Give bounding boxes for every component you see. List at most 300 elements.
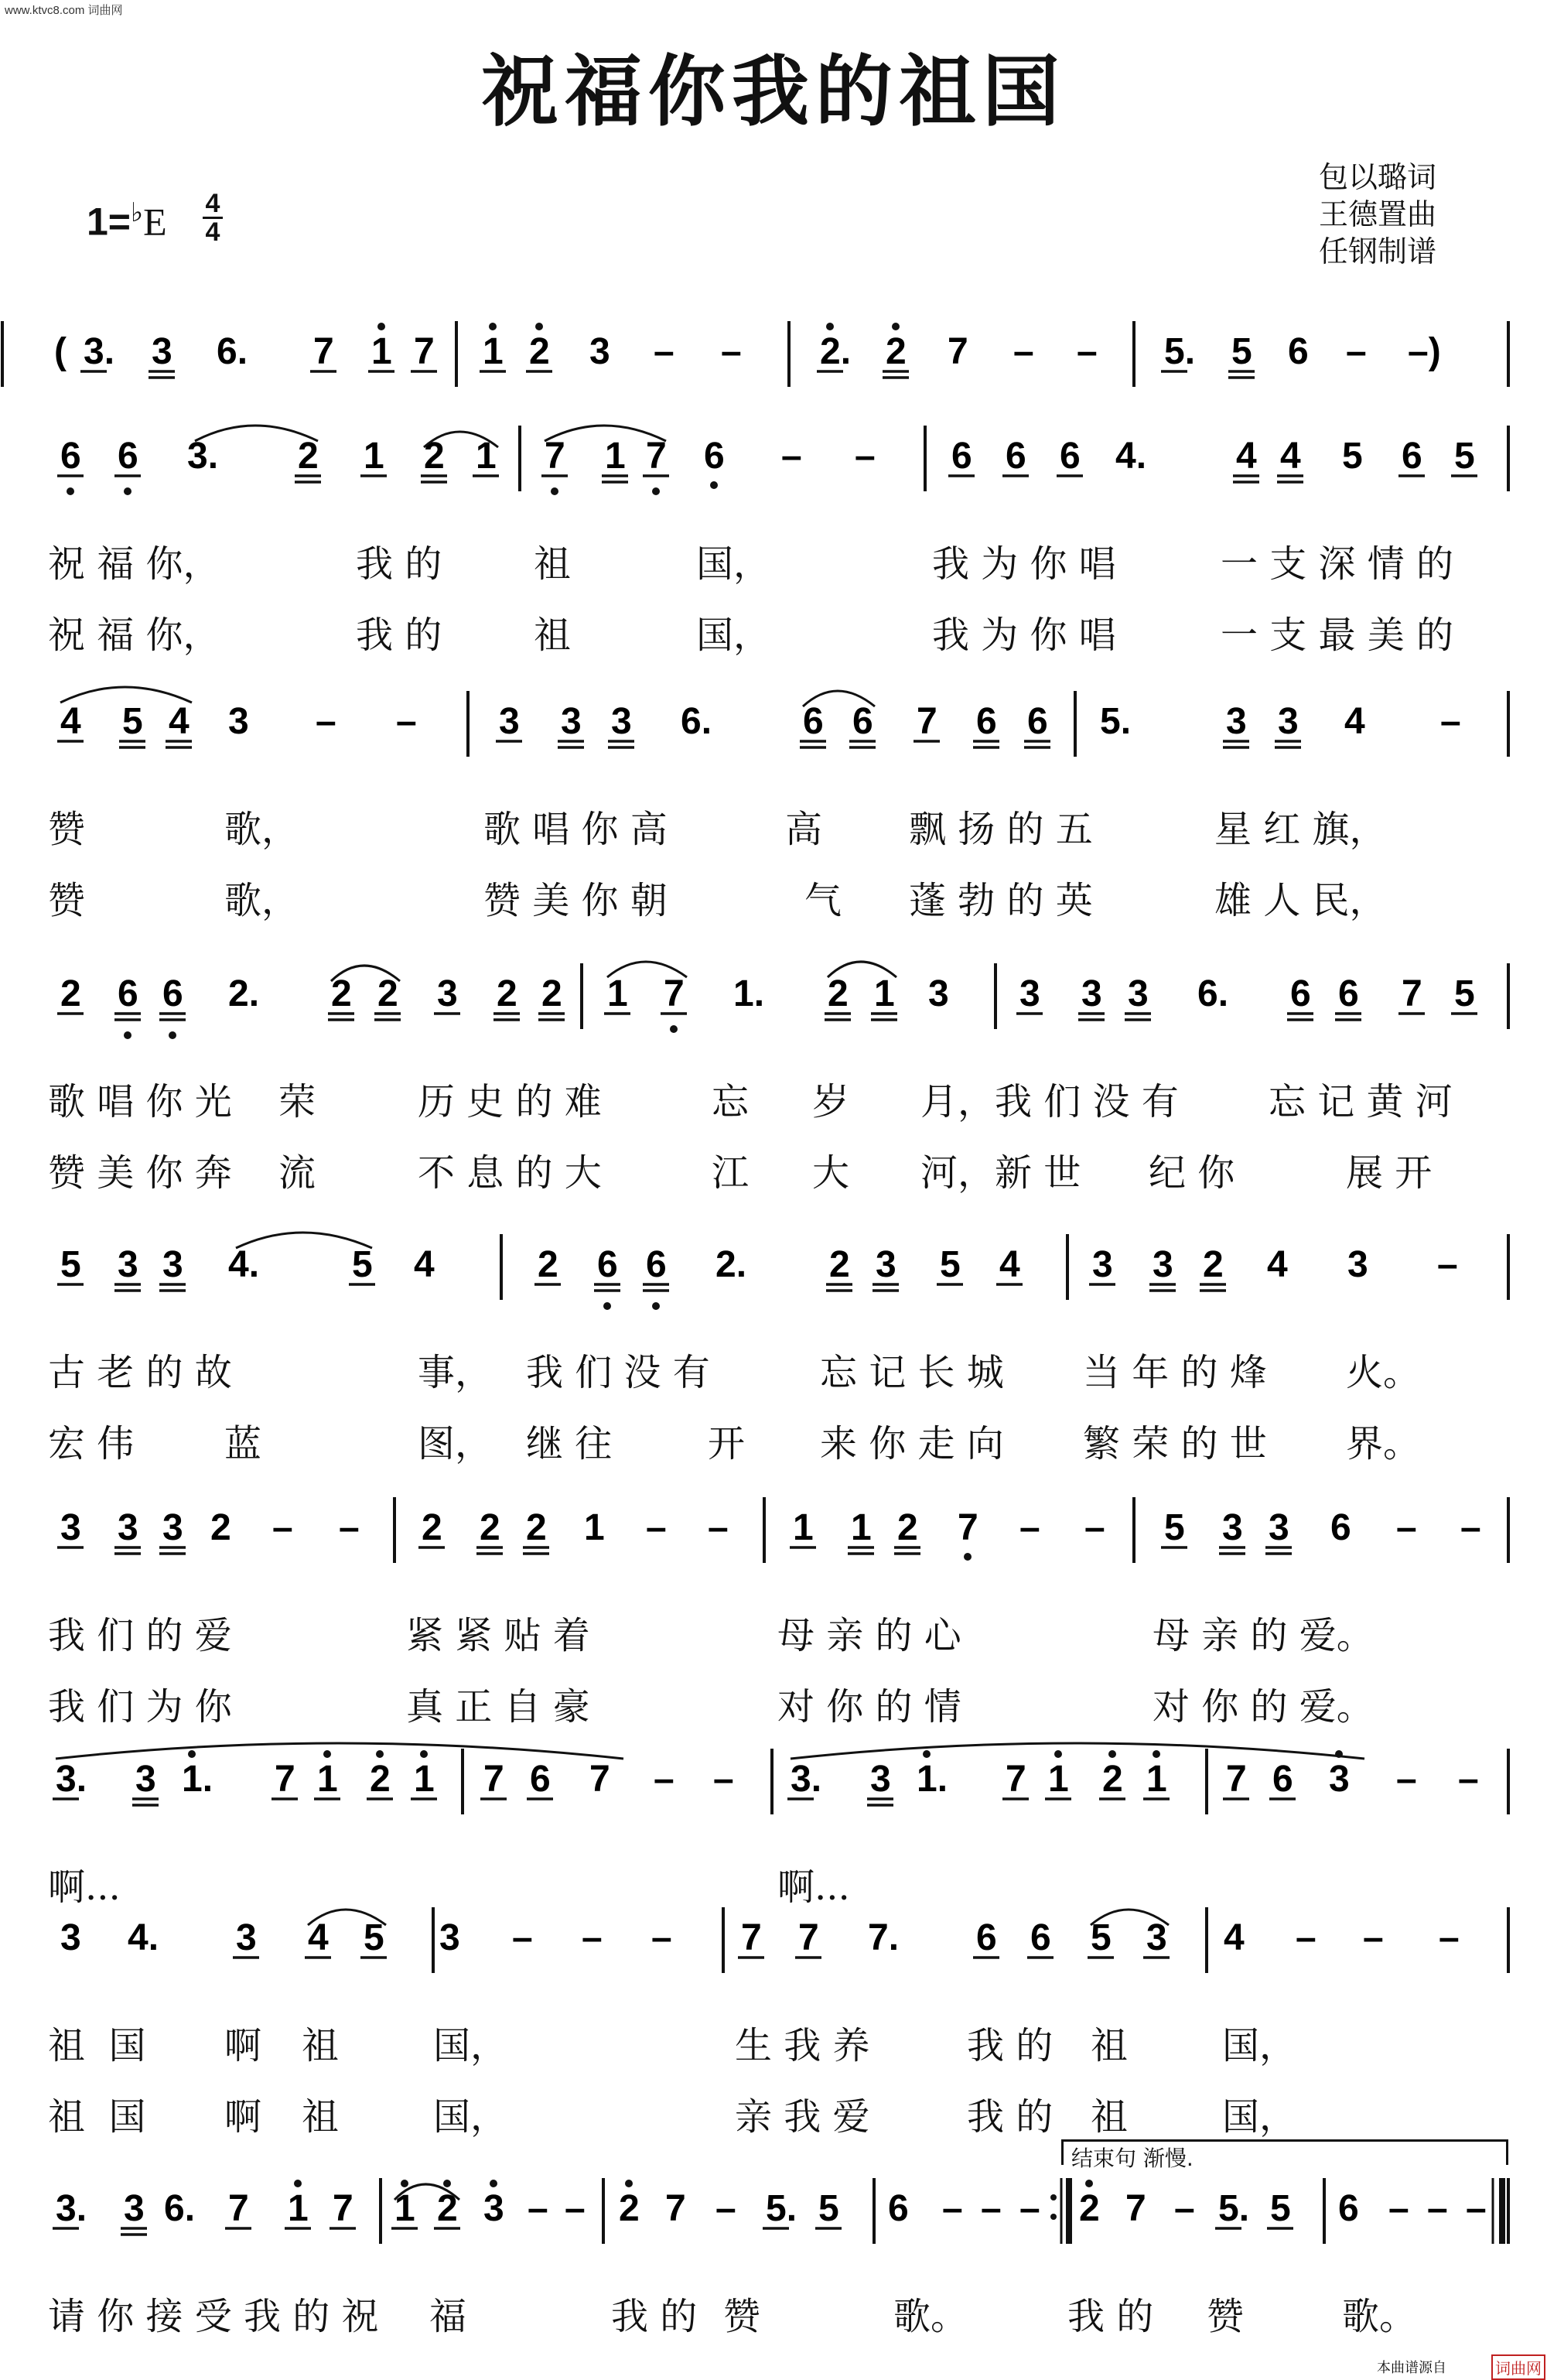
lyric-word: 啊...	[48, 1865, 121, 1909]
note: 3.	[84, 331, 115, 372]
note: 7	[589, 1759, 610, 1800]
low-octave-dot	[551, 487, 558, 495]
note: 1	[1146, 1759, 1167, 1800]
note: 5	[1342, 436, 1363, 477]
lyric-word: 事，	[418, 1351, 493, 1394]
high-octave-dot	[535, 323, 543, 330]
lyric-line	[0, 1605, 1547, 1667]
note: 6.	[681, 701, 712, 742]
lyric-word: 歌。	[1342, 2295, 1417, 2338]
lyric-word: 来 你 走 向	[820, 1422, 1004, 1465]
dash-note: –	[396, 701, 417, 742]
note: 6	[1030, 1917, 1051, 1958]
note: 1	[364, 436, 384, 477]
note: –)	[1408, 331, 1441, 372]
lyric-word: 我 们 的 爱	[48, 1614, 232, 1657]
low-octave-dot	[169, 1031, 176, 1039]
lyric-word: 福	[429, 2295, 467, 2338]
note: 1	[483, 331, 504, 372]
lyric-word: 我 的	[356, 614, 442, 657]
lyric-word: 我 为 你 唱	[932, 614, 1116, 657]
note: 1	[851, 1507, 872, 1548]
note: 6	[1338, 973, 1359, 1014]
lyric-word: 继 往	[526, 1422, 613, 1465]
lyric-word: 星 红 旗，	[1214, 808, 1387, 851]
lyric-word: 歌 唱 你 高	[483, 808, 668, 851]
note: 7	[333, 2188, 353, 2229]
note: 3	[876, 1244, 896, 1285]
lyric-word: 流	[278, 1151, 316, 1195]
lyric-line	[0, 1414, 1547, 1476]
note: 6	[530, 1759, 551, 1800]
note: 3	[152, 331, 172, 372]
note: 6	[1402, 436, 1422, 477]
note: 3.	[187, 436, 219, 477]
lyric-line	[0, 1677, 1547, 1739]
lyric-word: 请 你 接 受 我 的 祝	[48, 2295, 379, 2338]
lyric-word: 啊	[224, 2024, 262, 2067]
lyric-word: 歌，	[224, 808, 299, 851]
note: 3	[162, 1507, 183, 1548]
note: 6	[852, 701, 873, 742]
note: 3	[118, 1507, 138, 1548]
key-note: E	[143, 200, 167, 244]
note: 3	[589, 331, 610, 372]
note: 3	[228, 701, 249, 742]
dash-note: –	[1346, 331, 1367, 372]
high-octave-dot	[323, 1750, 331, 1758]
note: 3	[1092, 1244, 1113, 1285]
note: 3	[118, 1244, 138, 1285]
flat-sign: ♭	[131, 198, 144, 227]
note: 2	[437, 2188, 458, 2229]
low-octave-dot	[124, 1031, 131, 1039]
lyric-word: 火。	[1346, 1351, 1421, 1394]
dash-note: –	[708, 1507, 729, 1548]
dash-note: –	[1363, 1917, 1384, 1958]
lyric-line	[0, 2016, 1547, 2077]
lyric-word: 当 年 的 烽	[1083, 1351, 1267, 1394]
lyric-word: 祖	[302, 2095, 340, 2139]
high-octave-dot	[826, 323, 834, 330]
note: 3	[499, 701, 520, 742]
note: 6	[951, 436, 972, 477]
lyric-word: 祖	[302, 2024, 340, 2067]
lyric-word: 忘 记 长 城	[820, 1351, 1004, 1394]
key-prefix: 1=	[87, 200, 131, 244]
lyric-word: 母 亲 的 心	[777, 1614, 961, 1657]
dash-note: –	[715, 2188, 736, 2229]
dash-note: –	[1427, 2188, 1448, 2229]
lyric-word: 亲 我 爱	[735, 2095, 870, 2139]
note: 4	[60, 701, 81, 742]
note: 4.	[1115, 436, 1147, 477]
note: 5	[364, 1917, 384, 1958]
note: 7	[275, 1759, 295, 1800]
lyric-word: 宏 伟	[48, 1422, 135, 1465]
lyric-line	[0, 1143, 1547, 1205]
low-octave-dot	[603, 1302, 611, 1310]
note: 3	[1019, 973, 1040, 1014]
high-octave-dot	[1153, 1750, 1160, 1758]
note: 4	[1236, 436, 1257, 477]
note: 6	[646, 1244, 667, 1285]
note: (	[54, 331, 67, 372]
time-numerator: 4	[203, 190, 223, 219]
high-octave-dot	[401, 2180, 408, 2187]
dash-note: –	[1388, 2188, 1409, 2229]
dash-note: –	[1466, 2188, 1487, 2229]
lyric-word: 雄 人 民，	[1214, 879, 1387, 922]
note: 6.	[164, 2188, 196, 2229]
note: 7	[1125, 2188, 1146, 2229]
note: 6	[118, 973, 138, 1014]
note: 2.	[715, 1244, 747, 1285]
note: 6	[1272, 1759, 1293, 1800]
note: 7	[948, 331, 968, 372]
lyric-word: 赞	[48, 879, 86, 922]
lyric-word: 国，	[1222, 2024, 1297, 2067]
high-octave-dot	[625, 2180, 633, 2187]
note: 6	[888, 2188, 909, 2229]
lyric-word: 界。	[1346, 1422, 1421, 1465]
note: 2	[529, 331, 550, 372]
high-octave-dot	[923, 1750, 931, 1758]
note: 2	[480, 1507, 500, 1548]
note: 7	[798, 1917, 819, 1958]
note: 6	[1027, 701, 1048, 742]
notation-credit: 任钢制谱	[1319, 234, 1437, 268]
note: 6.	[1197, 973, 1229, 1014]
dash-note: –	[654, 1759, 674, 1800]
note: 7	[917, 701, 937, 742]
note: 2	[619, 2188, 640, 2229]
note: 5	[1270, 2188, 1291, 2229]
note: 4	[1344, 701, 1365, 742]
lyric-word: 蓬 勃 的 英	[909, 879, 1093, 922]
lyric-word: 祝 福 你，	[48, 614, 220, 657]
note: 6	[976, 1917, 997, 1958]
note: 2	[538, 1244, 558, 1285]
lyric-word: 河，新 世	[920, 1151, 1081, 1195]
dash-note: –	[654, 331, 674, 372]
note: 3	[60, 1917, 81, 1958]
lyric-word: 我 们 没 有	[526, 1351, 710, 1394]
dash-note: –	[582, 1917, 603, 1958]
note: 3	[1269, 1507, 1289, 1548]
lyric-word: 一 支 最 美 的	[1221, 614, 1454, 657]
note: 3	[870, 1759, 891, 1800]
dash-note: –	[1439, 1917, 1460, 1958]
lyric-word: 飘 扬 的 五	[909, 808, 1093, 851]
dash-note: –	[1396, 1759, 1417, 1800]
low-octave-dot	[670, 1025, 678, 1033]
note: 7	[665, 2188, 686, 2229]
lyric-word: 国，	[433, 2095, 508, 2139]
note: 6	[118, 436, 138, 477]
note: 5	[1454, 973, 1475, 1014]
note: 2	[60, 973, 81, 1014]
note: 5.	[766, 2188, 797, 2229]
note: 4	[308, 1917, 329, 1958]
lyric-word: 繁 荣 的 世	[1083, 1422, 1267, 1465]
lyric-word: 国，	[1222, 2095, 1297, 2139]
dash-note: –	[1013, 331, 1034, 372]
note: 2	[210, 1507, 231, 1548]
lyric-word: 国，	[433, 2024, 508, 2067]
lyric-word: 我 的	[967, 2095, 1054, 2139]
note: 4.	[228, 1244, 260, 1285]
lyric-word: 祝 福 你，	[48, 542, 220, 586]
dash-note: –	[1077, 331, 1098, 372]
note: 1	[394, 2188, 415, 2229]
slur-arc	[60, 687, 192, 703]
note: 3.	[791, 1759, 822, 1800]
note: 3	[162, 1244, 183, 1285]
lyric-word: 大	[812, 1151, 850, 1195]
song-title: 祝福你我的祖国	[481, 46, 1066, 137]
lyric-line	[0, 2286, 1547, 2348]
high-octave-dot	[443, 2180, 451, 2187]
note: 4	[1224, 1917, 1245, 1958]
lyric-word: 我 的	[356, 542, 442, 586]
low-octave-dot	[67, 487, 74, 495]
dash-note: –	[316, 701, 336, 742]
lyric-word: 岁	[812, 1080, 850, 1123]
note: 7.	[868, 1917, 900, 1958]
footer-site-logo: 词曲网	[1491, 2354, 1545, 2380]
note: 1	[317, 1759, 338, 1800]
low-octave-dot	[964, 1553, 972, 1561]
lyric-word: 赞 美 你 奔	[48, 1151, 232, 1195]
dash-note: –	[512, 1917, 533, 1958]
dash-note: –	[721, 331, 742, 372]
lyric-word: 赞	[48, 808, 86, 851]
note: 7	[1006, 1759, 1026, 1800]
high-octave-dot	[892, 323, 900, 330]
note: 6.	[217, 331, 248, 372]
note: 1	[605, 436, 626, 477]
note: 5.	[1218, 2188, 1250, 2229]
note: 6	[704, 436, 725, 477]
dash-note: –	[565, 2188, 586, 2229]
lyric-word: 蓝	[224, 1422, 262, 1465]
note: 2	[422, 1507, 442, 1548]
note: 2	[886, 331, 907, 372]
dash-note: –	[855, 436, 876, 477]
lyric-word: 赞 美 你 朝	[483, 879, 668, 922]
note: 3.	[56, 1759, 87, 1800]
note: 2	[526, 1507, 547, 1548]
lyric-word: 忘 记 黄 河	[1269, 1080, 1453, 1123]
note: 6	[803, 701, 824, 742]
note: 6	[976, 701, 997, 742]
repeat-dot	[1050, 2214, 1057, 2220]
lyric-line	[0, 1072, 1547, 1134]
note: 5	[1454, 436, 1475, 477]
note: 3	[1329, 1759, 1350, 1800]
note: 5	[122, 701, 143, 742]
note: 3.	[56, 2188, 87, 2229]
note: 6	[1288, 331, 1309, 372]
note: 1	[874, 973, 895, 1014]
note: 7	[741, 1917, 762, 1958]
lyric-line	[0, 1342, 1547, 1404]
note: 7	[1402, 973, 1422, 1014]
high-octave-dot	[1054, 1750, 1062, 1758]
note: 4	[169, 701, 190, 742]
dash-note: –	[1084, 1507, 1105, 1548]
note: 3	[611, 701, 632, 742]
dash-note: –	[1458, 1759, 1479, 1800]
high-octave-dot	[188, 1750, 196, 1758]
lyricist-credit: 包以璐词	[1319, 160, 1437, 194]
lyric-word: 赞	[723, 2295, 761, 2338]
lyric-word: 我 为 你 唱	[932, 542, 1116, 586]
note: 3	[1222, 1507, 1243, 1548]
note: 5.	[1164, 331, 1196, 372]
lyric-word: 祖	[534, 542, 572, 586]
note: 1	[371, 331, 392, 372]
note: 2	[1203, 1244, 1224, 1285]
note: 3	[60, 1507, 81, 1548]
lyric-word: 对 你 的 爱。	[1153, 1685, 1374, 1729]
note: 5	[940, 1244, 961, 1285]
lyric-word: 图，	[418, 1422, 493, 1465]
lyric-word: 我 的	[1067, 2295, 1154, 2338]
lyric-word: 祖 国	[48, 2024, 146, 2067]
note: 6	[1338, 2188, 1359, 2229]
dash-note: –	[1174, 2188, 1195, 2229]
note: 3	[1278, 701, 1299, 742]
dash-note: –	[1019, 2188, 1040, 2229]
ending-label: 结束句 渐慢.	[1071, 2146, 1194, 2171]
lyric-line	[0, 534, 1547, 596]
high-octave-dot	[1085, 2180, 1093, 2187]
note: 3	[236, 1917, 257, 1958]
lyric-word: 展 开	[1346, 1151, 1433, 1195]
note: 3	[135, 1759, 156, 1800]
lyric-word: 祖	[1091, 2024, 1129, 2067]
lyric-word: 生 我 养	[735, 2024, 870, 2067]
note: 1.	[917, 1759, 948, 1800]
note: 2	[541, 973, 562, 1014]
note: 7	[313, 331, 334, 372]
note: 5.	[1100, 701, 1132, 742]
lyric-word: 祖	[1091, 2095, 1129, 2139]
dash-note: –	[272, 1507, 293, 1548]
dash-note: –	[1460, 1507, 1481, 1548]
low-octave-dot	[710, 481, 718, 489]
lyric-word: 荣	[278, 1080, 316, 1123]
lyric-word: 啊...	[777, 1865, 850, 1909]
note: 5	[1164, 1507, 1185, 1548]
lyric-word: 祖 国	[48, 2095, 146, 2139]
low-octave-dot	[652, 1302, 660, 1310]
dash-note: –	[942, 2188, 963, 2229]
note: 6	[1330, 1507, 1351, 1548]
dash-note: –	[1396, 1507, 1417, 1548]
note: 4.	[128, 1917, 159, 1958]
high-octave-dot	[376, 1750, 384, 1758]
lyric-line	[0, 1857, 1547, 1919]
note: 2	[1102, 1759, 1123, 1800]
lyric-word: 我 的	[967, 2024, 1054, 2067]
note: 6	[60, 436, 81, 477]
note: 1	[607, 973, 628, 1014]
lyric-word: 我 们 为 你	[48, 1685, 232, 1729]
note: 4	[1280, 436, 1301, 477]
note: 1	[1048, 1759, 1069, 1800]
note: 2	[897, 1507, 918, 1548]
note: 3	[1347, 1244, 1368, 1285]
note: 6	[597, 1244, 618, 1285]
high-octave-dot	[489, 323, 497, 330]
note: 2	[829, 1244, 850, 1285]
lyric-word: 一 支 深 情 的	[1221, 542, 1454, 586]
lyric-word: 江	[712, 1151, 750, 1195]
note: 6	[162, 973, 183, 1014]
dash-note: –	[339, 1507, 360, 1548]
lyric-word: 紧 紧 贴 着	[406, 1614, 590, 1657]
lyric-word: 国，	[696, 614, 771, 657]
note: 1	[414, 1759, 435, 1800]
lyric-line	[0, 2087, 1547, 2149]
note: 2	[298, 436, 319, 477]
lyric-word: 月，我 们 没 有	[920, 1080, 1179, 1123]
note: 7	[646, 436, 667, 477]
note: 5	[1231, 331, 1252, 372]
note: 2	[424, 436, 445, 477]
high-octave-dot	[420, 1750, 428, 1758]
dash-note: –	[528, 2188, 548, 2229]
dash-note: –	[781, 436, 802, 477]
dash-note: –	[651, 1917, 672, 1958]
note: 3	[1153, 1244, 1173, 1285]
high-octave-dot	[1108, 1750, 1116, 1758]
dash-note: –	[713, 1759, 734, 1800]
lyric-line	[0, 799, 1547, 861]
note: 2	[331, 973, 352, 1014]
slur-arc	[791, 1743, 1364, 1759]
note: 2	[1079, 2188, 1100, 2229]
site-watermark: www.ktvc8.com 词曲网	[5, 4, 123, 17]
note: 4	[999, 1244, 1020, 1285]
lyric-word: 歌 唱 你 光	[48, 1080, 232, 1123]
note: 3	[437, 973, 458, 1014]
repeat-dot	[1050, 2194, 1057, 2200]
note: 3	[561, 701, 582, 742]
lyric-word: 歌。	[893, 2295, 968, 2338]
lyric-word: 歌，	[224, 879, 299, 922]
dash-note: –	[1440, 701, 1461, 742]
note: 2.	[228, 973, 260, 1014]
lyric-word: 不 息 的 大	[418, 1151, 602, 1195]
note: 3	[1128, 973, 1149, 1014]
dash-note: –	[646, 1507, 667, 1548]
lyric-word: 高	[785, 808, 823, 851]
slur-arc	[56, 1743, 623, 1759]
low-octave-dot	[652, 487, 660, 495]
high-octave-dot	[377, 323, 385, 330]
note: 2	[370, 1759, 391, 1800]
note: 3	[124, 2188, 145, 2229]
note: 1	[288, 2188, 309, 2229]
composer-credit: 王德置曲	[1319, 197, 1437, 231]
lyric-word: 纪 你	[1149, 1151, 1235, 1195]
note: 5	[60, 1244, 81, 1285]
note: 1	[793, 1507, 814, 1548]
